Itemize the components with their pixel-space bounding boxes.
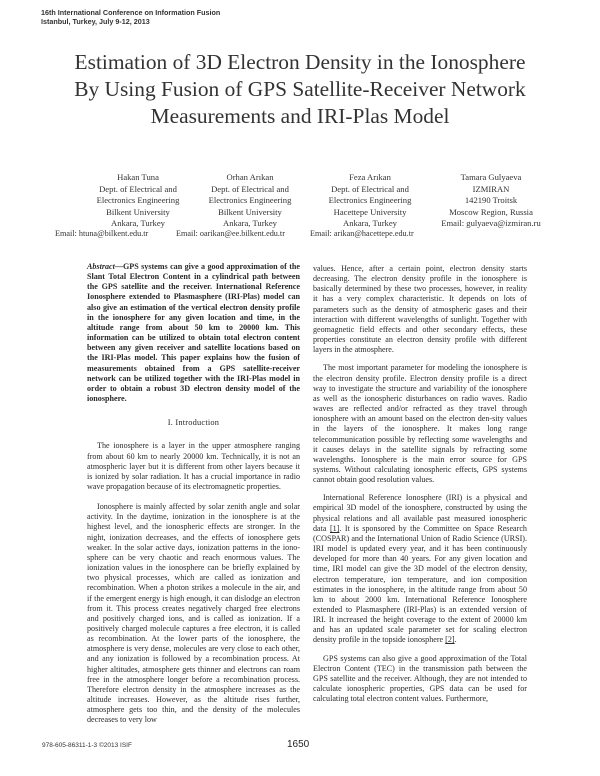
author-email[interactable]: Email: htuna@bilkent.edu.tr: [55, 229, 149, 238]
title-line: Measurements and IRI-Plas Model: [150, 104, 450, 128]
citation-link[interactable]: [1]: [329, 523, 340, 533]
author-email[interactable]: Email: arikan@hacettepe.edu.tr: [310, 229, 414, 238]
body-paragraph: Ionosphere is mainly affected by solar zenith angle and solar activity. In the daytime, ionization in the ionosphere is at the highest level, and the ionospheric effects are stronger. In the night, ionization decreases, and the effects of ionosphere gets weaker. In the solar active days, ionization patterns in the iono-sphere can be very chaotic and reach enormous values. The ionization values in the ionosphere can be briefly explained by two physical processes, which are called as ionization and recombination. When a photon strikes a molecule in the air, and if the emergent energy is high enough, it can dislodge an electron from it. This process creates negatively charged free electrons and positively charged ions, and is called as ionization. If a positively charged molecule captures a free electron, it is called as recombination. At the lower parts of the ionosphere, the atmosphere is very dense, molecules are very close to each other, and any ionization is followed by a recombination process. At higher altitudes, atmosphere gets thinner and electrons can roam free in the atmosphere longer before a recombination process. Therefore electron density in the atmosphere increases as the altitude increases. However, as the altitude rises further, atmosphere gets too thin, and the density of the molecules decreases to very low: [87, 502, 300, 725]
author-block-o-arikan: [180, 172, 320, 230]
body-paragraph: GPS systems can also give a good approximation of the Total Electron Content (TEC) in the transmission path between the GPS satellite and the receiver. Although, they are not intended to calculate ionospheric properties, GPS data can be used for calculating total electron content values. Furthermore,: [313, 653, 527, 704]
author-name: Orhan Arıkan: [226, 172, 274, 182]
author-affiliation: Dept. of Electrical and: [331, 183, 409, 194]
author-name: Hakan Tuna: [117, 172, 159, 182]
section-heading-introduction: I. Introduction: [167, 418, 220, 428]
title-line: By Using Fusion of GPS Satellite-Receiver Network: [74, 77, 526, 101]
conference-location-date: Istanbul, Turkey, July 9-12, 2013: [41, 17, 150, 26]
author-block-gulyaeva: [421, 172, 561, 230]
body-paragraph-iri: [313, 493, 527, 645]
right-column: [313, 264, 527, 712]
author-name: Feza Arıkan: [349, 172, 391, 182]
author-affiliation: 142190 Troitsk: [464, 195, 518, 205]
abstract-text: —GPS systems can give a good approximation of the Slant Total Electron Content in a cylindrical path between the GPS satellite and the receiver. International Reference Ionosphere extended to Plasmasphere (IRI-Plas) model can also give an estimation of the vertical electron density profile in the ionosphere for any given location and time, in the altitude range from about 50 km to 20000 km. This information can be utilized to obtain total electron content between any given receiver and satellite locations based on the IRI-Plas model. This paper explains how the fusion of measurements obtained from a GPS satellite-receiver network can be utilized together with the IRI-Plas model in order to obtain a robust 3D electron density model of the ionosphere.: [87, 262, 300, 404]
author-affiliation: Electronics Engineering: [208, 195, 292, 205]
abstract: [87, 262, 300, 404]
author-affiliation: Moscow Region, Russia: [449, 206, 533, 217]
title-line: Estimation of 3D Electron Density in the Ionosphere: [74, 50, 526, 74]
body-text: International Reference Ionosphere (IRI) is a physical and empirical 3D model of the ionosphere, constructed by using the physical relations and all available past measured ionospheric data: [313, 493, 527, 533]
body-paragraph: values. Hence, after a certain point, electron density starts decreasing. The electron density profile in the ionosphere is basically determined by these two processes, however, in reality it has a very complex characteristic. It depends on lots of parameters such as the density of atmospheric gases and their interaction with different wavelengths of sunlight. Together with geomagnetic field effects and other secondary effects, these properties constitute an electron density profile with different layers in the atmosphere.: [313, 264, 527, 355]
author-affiliation: Electronics Engineering: [328, 195, 412, 205]
citation-link[interactable]: [2]: [445, 635, 455, 645]
body-text: . It is sponsored by the Committee on Space Research (COSPAR) and the International Union of Radio Science (URSI). IRI model is updated every year, and it has been continuously developed for more than 40 years. For any given location and time, IRI model can give the 3D model of the electron density, electron temperature, ion temperature, and ion composition estimates in the ionosphere, in the altitude range from about 50 km to about 2000 km. International Reference Ionosphere extended to Plasmasphere (IRI-Plas) is an extended version of IRI. It increased the height coverage to the extent of 20000 km and has an updated scale parameter set for scaling electron density profile in the topside ionosphere: [313, 523, 527, 645]
abstract-label: Abstract: [87, 262, 115, 271]
author-affiliation: Dept. of Electrical and: [211, 183, 289, 194]
author-block-f-arikan: [300, 172, 440, 230]
author-affiliation: Ankara, Turkey: [343, 218, 397, 228]
author-affiliation: Electronics Engineering: [96, 195, 180, 205]
body-paragraph: The ionosphere is a layer in the upper atmosphere ranging from about 60 km to nearly 20000 km. Technically, it is not an atmospheric layer but it is different from other layers because it is ionized by solar radiation. It has a crucial importance in radio wave propagation because of its electromagnetic properties.: [87, 441, 300, 491]
author-email[interactable]: Email: oarikan@ee.bilkent.edu.tr: [176, 229, 285, 238]
conference-name: 16th International Conference on Information Fusion: [41, 8, 221, 17]
author-affiliation: Dept. of Electrical and: [99, 183, 177, 194]
body-paragraph: The most important parameter for modeling the ionosphere is the electron density profile. Electron density profile is a direct way to investigate the structure and variability of the ionosphere as well as the ionospheric disturbances on radio waves. Radio waves are reflected and/or refracted as they travel through ionosphere with an amount based on the electron den-sity values in the layers of the ionosphere. It makes long range telecommunication possible by reflecting some wavelengths and it causes delays in the satellite signals by refracting some wavelengths. Ionosphere is the main error source for GPS systems. Without calculating ionospheric effects, GPS systems cannot obtain good resolution values.: [313, 363, 527, 485]
body-text: .: [454, 635, 457, 645]
author-affiliation: Bilkent University: [106, 206, 170, 217]
left-column: [87, 262, 300, 734]
author-affiliation: Hacettepe University: [333, 206, 407, 217]
author-affiliation: Ankara, Turkey: [111, 218, 165, 228]
author-name: Tamara Gulyaeva: [460, 172, 522, 182]
author-affiliation: Bilkent University: [218, 206, 282, 217]
footer-isbn: 978-605-86311-1-3 ©2013 ISIF: [42, 742, 132, 749]
author-affiliation: IZMIRAN: [472, 183, 510, 194]
author-affiliation: Ankara, Turkey: [223, 218, 277, 228]
author-email: Email: gulyaeva@izmiran.ru: [441, 218, 541, 228]
paper-title: [20, 49, 580, 130]
page-number: 1650: [287, 739, 310, 750]
